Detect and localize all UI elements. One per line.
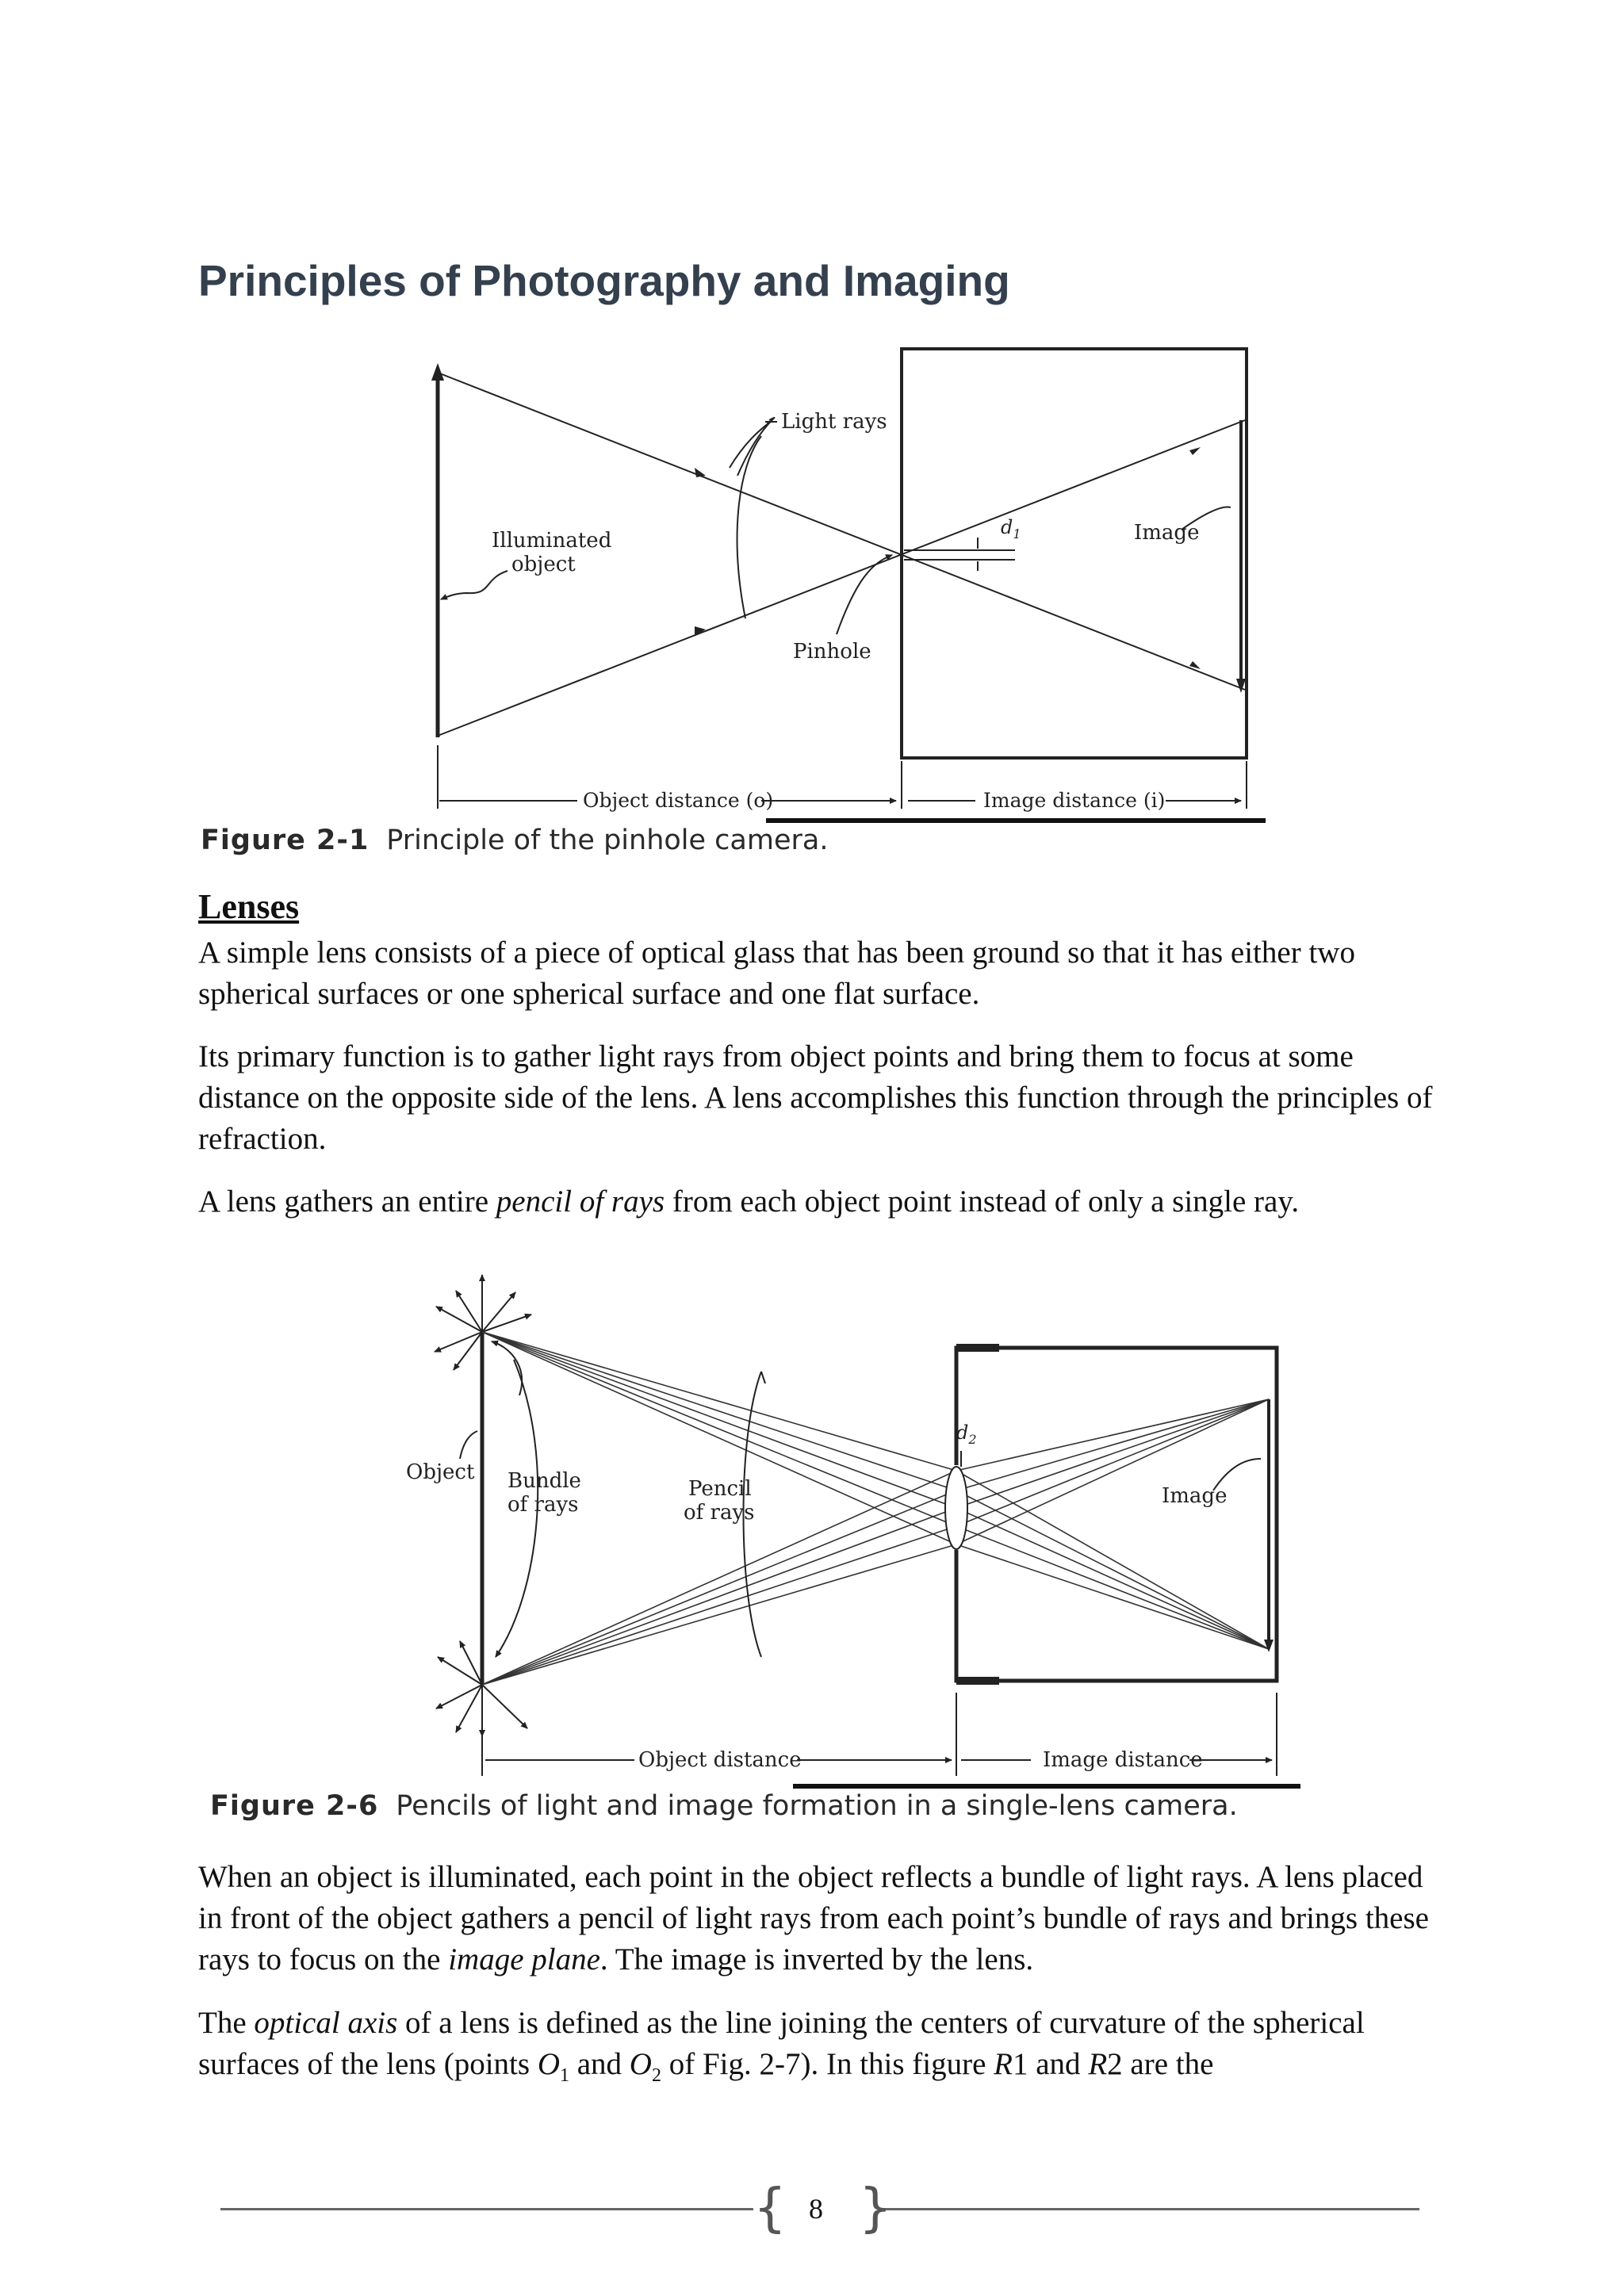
label-object-distance: Object distance (o) [583,789,774,812]
camera-box [902,349,1247,758]
label-d2: $d_2$ [956,1422,977,1447]
label-object: object [511,553,576,576]
paragraph-illumination: When an object is illuminated, each point in the object reflects a bundle of light rays. A lens placed in front of the object gathers a pencil of light rays from each point’s bundle of rays and brings these rays to focus on the image plane. The image is inverted by the lens. [198,1860,1429,1976]
label-image-distance-2: Image distance [1043,1748,1203,1772]
label-bundle: Bundle [508,1469,581,1493]
figure-number-2: Figure 2-6 [210,1790,379,1822]
paragraph-pencil-of-rays: A lens gathers an entire pencil of rays from each object point instead of only a single ray. [198,1184,1300,1219]
term-optical-axis: optical axis [254,2006,398,2040]
pinhole-diagram [428,341,1285,817]
paragraph-optical-axis: The optical axis of a lens is defined as the line joining the centers of curvature of the spherical surfaces of the lens (points $O_1$ and $O_2$ of Fig. 2-7). In this figure R1 and R2 are the [198,2006,1365,2086]
label-bundle-of-rays: of rays [508,1493,579,1517]
figure-caption-2 [210,1790,1238,1822]
label-pinhole: Pinhole [793,640,871,664]
label-image-distance: Image distance (i) [983,789,1166,812]
footer-bracket-left: { [753,2177,787,2238]
caption-rule-1 [766,818,1266,823]
figure-caption-text-1: Principle of the pinhole camera. [386,825,829,856]
term-image-plane: image plane [448,1942,600,1976]
figure-caption-text-2: Pencils of light and image formation in a single-lens camera. [396,1790,1238,1822]
figure-number-1: Figure 2-1 [201,825,370,856]
label-d1: $d_1$ [1001,516,1021,541]
figure-pinhole-camera [428,341,1285,817]
caption-rule-2 [793,1784,1300,1789]
figure-single-lens-camera [396,1261,1300,1792]
label-object-2: Object [406,1460,475,1484]
paragraph-lens-definition: A simple lens consists of a piece of optical glass that has been ground so that it has either two spherical surfaces or one spherical surface and one flat surface. [198,936,1355,1011]
label-object-distance-2: Object distance [638,1748,802,1772]
page-title: Principles of Photography and Imaging [198,256,1010,305]
page-number: 8 [809,2193,823,2225]
single-lens-diagram [396,1261,1300,1792]
footer-bracket-right: } [859,2177,892,2238]
term-pencil-of-rays: pencil of rays [496,1184,665,1219]
label-image: Image [1134,521,1200,545]
footer-rule-right [880,2208,1419,2210]
ray-bottom [438,420,1245,736]
lens [945,1467,967,1549]
label-illuminated: Illuminated [492,529,612,553]
label-image-2: Image [1162,1484,1228,1508]
section-title-lenses: Lenses [198,887,300,926]
label-pencil: Pencil [688,1477,752,1501]
label-pencil-of-rays: of rays [684,1501,755,1525]
footer-rule-left [220,2208,753,2210]
paragraph-lens-function: Its primary function is to gather light rays from object points and bring them to focus at some distance on the opposite side of the lens. A lens accomplishes this function through the principles of refraction. [198,1039,1433,1156]
figure-caption-1 [201,825,828,856]
label-light-rays: Light rays [781,410,887,434]
